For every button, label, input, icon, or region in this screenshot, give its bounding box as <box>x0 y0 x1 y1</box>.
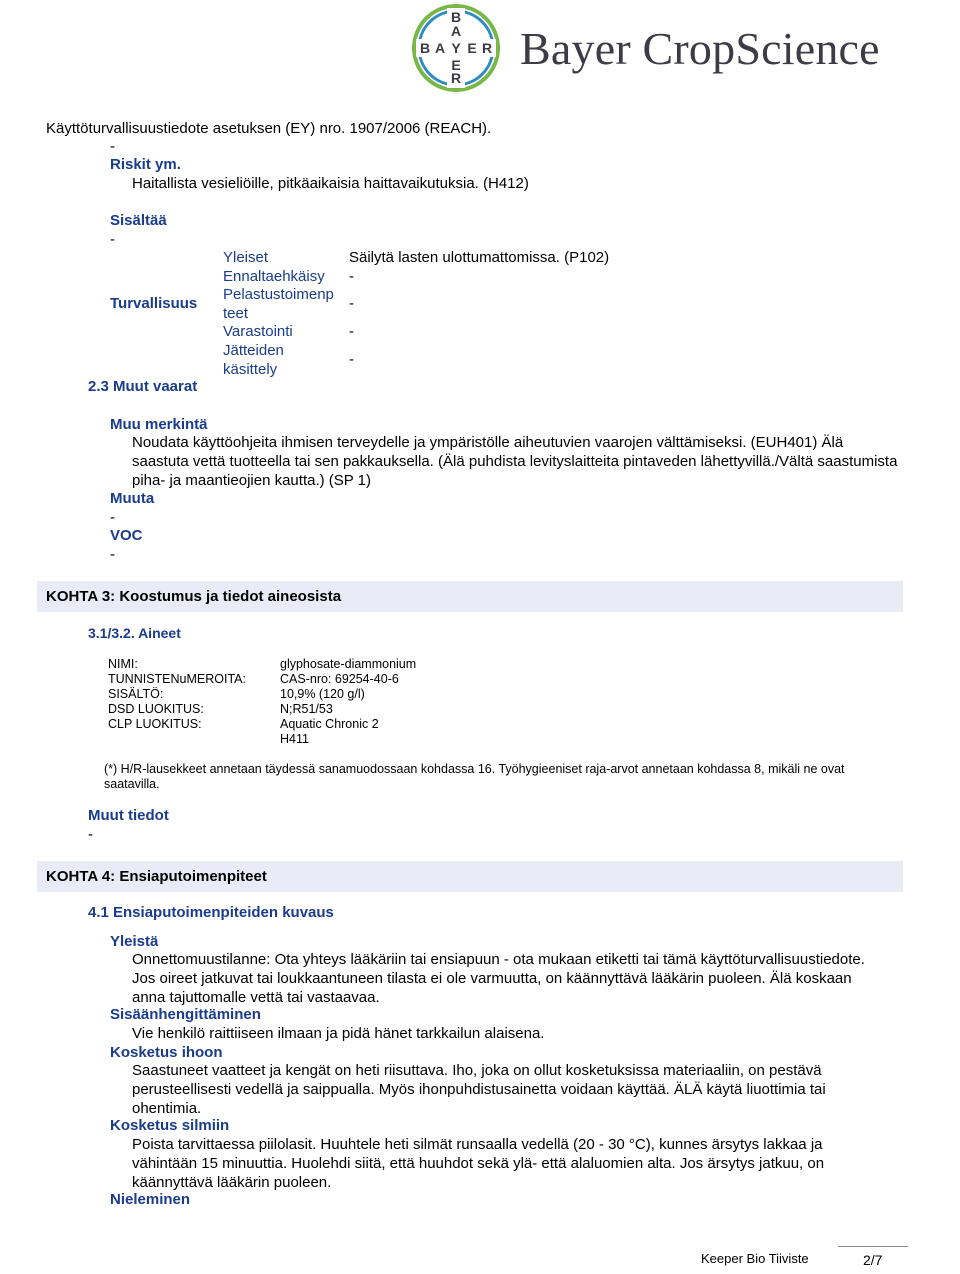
safety-value-general: Säilytä lasten ulottumattomissa. (P102) <box>349 249 610 266</box>
safety-value-disposal: - <box>349 351 354 368</box>
footer-page-box <box>838 1246 908 1269</box>
general-text: Onnettomuustilanne: Ota yhteys lääkäriin tai ensiapuun - ota mukaan etiketti tai tämä käyttöturvallisuustiedote. Jos oireet jatkuvat tai loukkaantuneen tilasta ei ole varmuutta, on käännyttävä lääkärin puoleen. Älä koskaan anna tajuttomalle vettä tai vastaavaa. <box>132 951 865 1006</box>
other-marking-text: Noudata käyttöohjeita ihmisen terveydelle ja ympäristölle aiheutuvien vaarojen välttämiseksi. (EUH401) Älä saastuta vettä tuotteella tai sen pakkauksella. (Älä puhdista levityslaitteita pintaveden lähettyvillä./Vältä saastumista piha- ja maantieojien kautta.) (SP 1) <box>132 434 898 489</box>
ingestion-heading: Nieleminen <box>110 1191 191 1208</box>
section-3-subheading: 3.1/3.2. Aineet <box>88 625 181 641</box>
logo-letter-h-e: E <box>467 40 477 56</box>
field-value-identifiers: CAS-nro: 69254-40-6 <box>280 672 399 686</box>
logo-letter-h-y: Y <box>451 40 461 56</box>
safety-label-response: Pelastustoimenp teet <box>223 286 334 322</box>
section-3-bar <box>37 581 903 612</box>
safety-value-response: - <box>349 295 354 312</box>
logo-letter-h-b: B <box>419 40 431 56</box>
contains-heading: Sisältää <box>110 212 167 229</box>
field-value-name: glyphosate-diammonium <box>280 657 417 671</box>
logo-letter-h-a: A <box>434 40 446 56</box>
logo-letter-a: A <box>450 23 462 39</box>
dash: - <box>110 546 115 563</box>
bayer-cross-logo <box>411 3 501 93</box>
section-4-title: KOHTA 4: Ensiaputoimenpiteet <box>46 868 267 885</box>
section-4-subheading: 4.1 Ensiaputoimenpiteiden kuvaus <box>88 904 334 921</box>
inhalation-text: Vie henkilö raittiiseen ilmaan ja pidä hänet tarkkailun alaisena. <box>132 1025 545 1042</box>
section-3-title: KOHTA 3: Koostumus ja tiedot aineosista <box>46 588 342 605</box>
safety-label-general: Yleiset <box>223 249 269 266</box>
logo-letter-r: R <box>450 70 462 86</box>
other-hazards-heading: 2.3 Muut vaarat <box>88 378 198 395</box>
field-value-dsd: N;R51/53 <box>280 702 333 716</box>
safety-label-prevention: Ennaltaehkäisy <box>223 268 325 285</box>
brand-name: Bayer CropScience <box>520 23 880 74</box>
field-label-name: NIMI: <box>108 657 138 671</box>
more-info-heading: Muut tiedot <box>88 807 169 824</box>
dash: - <box>110 138 115 155</box>
footer-product-name: Keeper Bio Tiiviste <box>701 1251 809 1266</box>
inhalation-heading: Sisäänhengittäminen <box>110 1006 261 1023</box>
safety-value-storage: - <box>349 323 354 340</box>
dash: - <box>110 509 115 526</box>
dash: - <box>88 826 93 843</box>
field-label-content: SISÄLTÖ: <box>108 687 164 701</box>
general-heading: Yleistä <box>110 933 159 950</box>
safety-value-prevention: - <box>349 268 354 285</box>
risks-heading: Riskit ym. <box>110 156 181 173</box>
other-heading: Muuta <box>110 490 155 507</box>
logo-letter-h-r: R <box>481 40 493 56</box>
dash: - <box>110 231 115 248</box>
section-4-bar <box>37 861 903 892</box>
field-label-clp: CLP LUOKITUS: <box>108 717 202 731</box>
field-value-clp: Aquatic Chronic 2 <box>280 717 379 731</box>
footer-page-number: 2/7 <box>863 1252 883 1268</box>
safety-label-disposal: Jätteiden käsittely <box>223 342 284 378</box>
field-label-identifiers: TUNNISTENuMEROITA: <box>108 672 246 686</box>
field-label-dsd: DSD LUOKITUS: <box>108 702 204 716</box>
section-3-note: (*) H/R-lausekkeet annetaan täydessä sanamuodossaan kohdassa 16. Työhygieeniset raja-arvot annetaan kohdassa 8, mikäli ne ovat saatavilla. <box>104 762 845 791</box>
doc-title: Käyttöturvallisuustiedote asetuksen (EY) nro. 1907/2006 (REACH). <box>46 120 492 137</box>
skin-text: Saastuneet vaatteet ja kengät on heti riisuttava. Iho, joka on ollut kosketuksissa materiaaliin, on pestävä perusteellisesti vedellä ja saippualla. Myös ihonpuhdistusainetta voidaan käyttää. ÄLÄ käytä liuottimia tai ohentimia. <box>132 1062 826 1117</box>
safety-heading: Turvallisuus <box>110 295 198 312</box>
risks-text: Haitallista vesieliöille, pitkäaikaisia haittavaikutuksia. (H412) <box>132 175 529 192</box>
voc-heading: VOC <box>110 527 143 544</box>
logo-letter-e: E <box>451 57 461 73</box>
eyes-text: Poista tarvittaessa piilolasit. Huuhtele heti silmät runsaalla vedellä (20 - 30 °C), kunnes ärsytys lakkaa ja vähintään 15 minuuttia. Huolehdi siitä, että huuhdot sekä ylä- että alaluomien alta. Jos ärsytys jatkuu, on käännyttävä lääkärin puoleen. <box>132 1136 825 1191</box>
other-marking-heading: Muu merkintä <box>110 416 208 433</box>
logo-letter-b: B <box>450 9 462 25</box>
safety-label-storage: Varastointi <box>223 323 293 340</box>
field-value-content: 10,9% (120 g/l) <box>280 687 365 701</box>
eyes-heading: Kosketus silmiin <box>110 1117 230 1134</box>
skin-heading: Kosketus ihoon <box>110 1044 223 1061</box>
field-value-clp-hazard: H411 <box>280 732 309 746</box>
